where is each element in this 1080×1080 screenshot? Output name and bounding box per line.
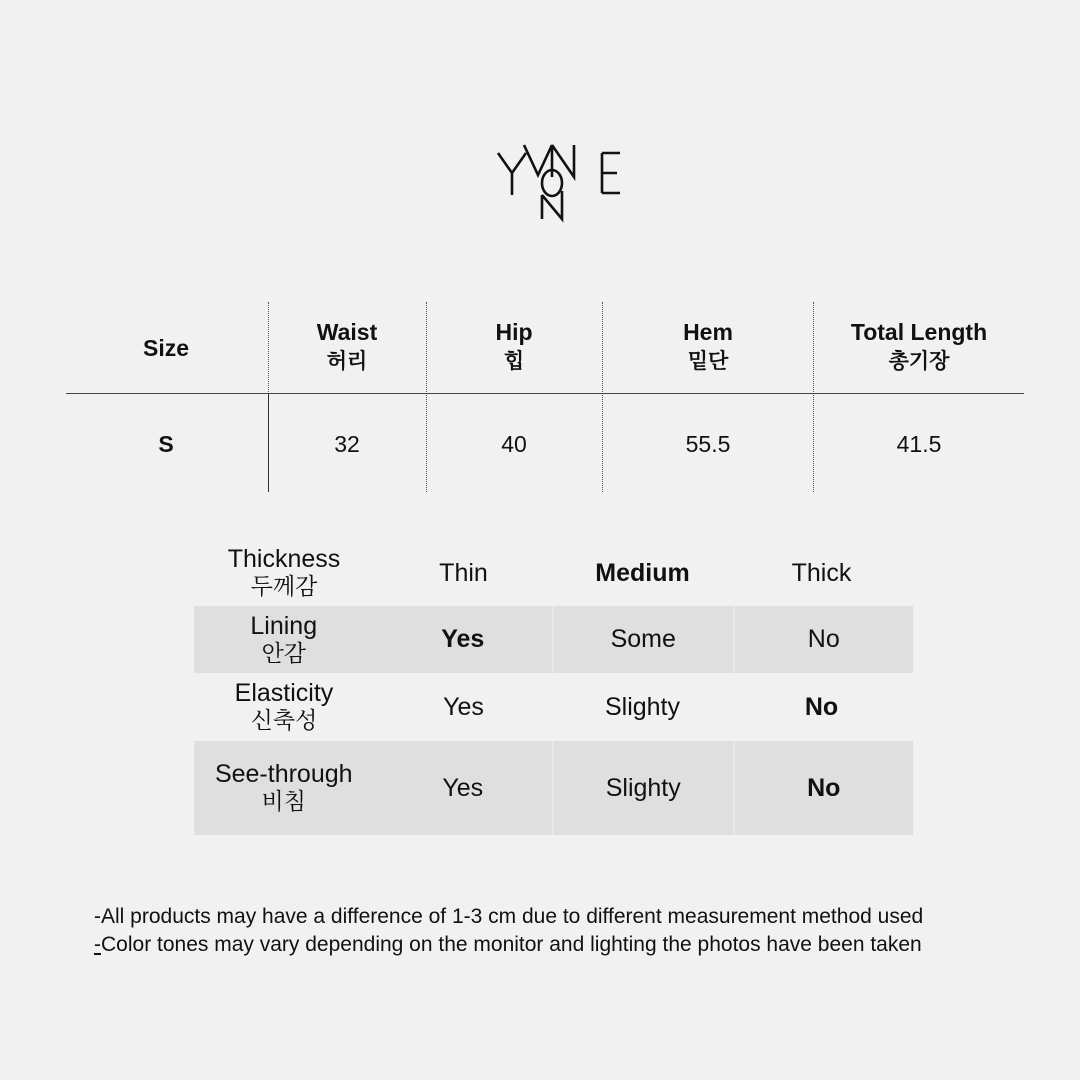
property-row-see-through (194, 741, 913, 835)
property-row-thickness (194, 540, 913, 606)
disclaimer-notes (94, 903, 923, 959)
property-option: Slighty (552, 741, 733, 835)
property-label: See-through 비침 (214, 760, 353, 815)
property-label: Elasticity 신축성 (234, 679, 334, 734)
cell-hem: 55.5 (685, 431, 731, 457)
header-total-length: Total Length 총기장 (850, 319, 988, 373)
property-option-selected: No (804, 692, 839, 721)
property-row-lining (194, 606, 913, 673)
property-option: Slighty (604, 692, 681, 721)
note-measurement: -All products may have a difference of 1-3 cm due to different measurement method used (94, 905, 924, 928)
property-option: Some (552, 606, 733, 673)
property-label: Lining 안감 (250, 611, 318, 667)
header-size: Size (142, 335, 190, 361)
cell-total-length: 41.5 (896, 431, 942, 457)
note-color (94, 931, 923, 959)
property-row-elasticity (194, 673, 913, 741)
header-divider (66, 393, 1024, 394)
property-option-selected: Medium (595, 558, 690, 587)
property-label: Thickness 두께감 (227, 545, 341, 600)
property-option: Yes (442, 773, 484, 802)
property-option: Thin (439, 558, 488, 587)
property-option: Thick (791, 558, 852, 587)
property-option: No (733, 606, 914, 673)
note-color-text: Color tones may vary depending on the monitor and lighting the photos have been taken (101, 933, 922, 956)
cell-size: S (158, 431, 174, 457)
cell-hip: 40 (501, 431, 527, 457)
header-hem: Hem 밑단 (683, 319, 733, 373)
header-hip: Hip 힙 (495, 319, 533, 373)
property-option-selected: Yes (441, 625, 485, 653)
property-option-selected: No (733, 741, 914, 835)
header-waist: Waist 허리 (316, 319, 378, 373)
property-option: Yes (443, 692, 484, 721)
cell-waist: 32 (334, 431, 360, 457)
note-dash: - (94, 933, 101, 956)
